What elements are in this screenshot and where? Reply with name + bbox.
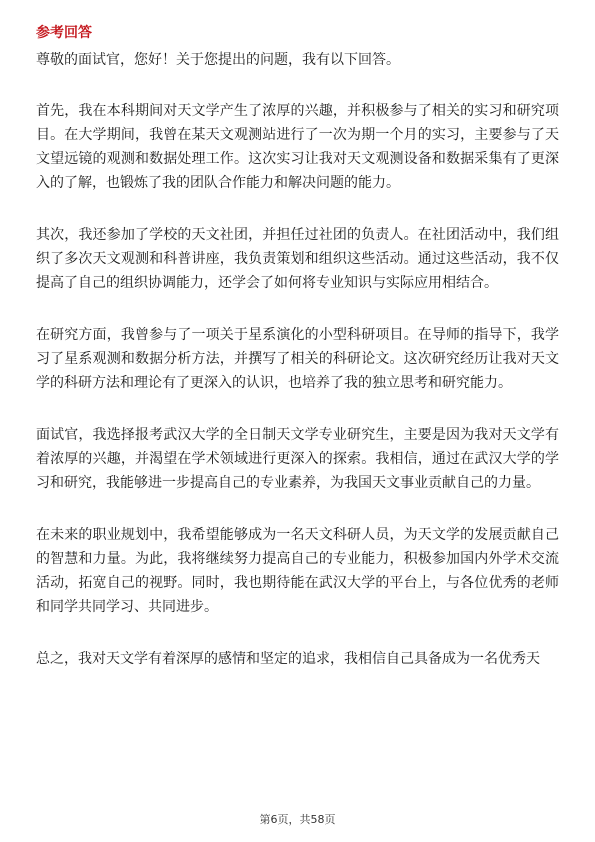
- page-number: 第6页，共58页: [259, 813, 336, 826]
- paragraph-3: 在研究方面，我曾参与了一项关于星系演化的小型科研项目。在导师的指导下，我学习了星系观测和数据分析方法，并撰写了相关的科研论文。这次研究经历让我对天文学的科研方法和理论有了更深入的认识，也培养了我的独立思考和研究能力。: [36, 327, 559, 391]
- document-body: [36, 22, 559, 671]
- paragraph-5: 在未来的职业规划中，我希望能够成为一名天文科研人员，为天文学的发展贡献自己的智慧和力量。为此，我将继续努力提高自己的专业能力，积极参加国内外学术交流活动，拓宽自己的视野。同时，我也期待能在武汉大学的平台上，与各位优秀的老师和同学共同学习、共同进步。: [36, 527, 559, 615]
- paragraph-2: 其次，我还参加了学校的天文社团，并担任过社团的负责人。在社团活动中，我们组织了多次天文观测和科普讲座，我负责策划和组织这些活动。通过这些活动，我不仅提高了自己的组织协调能力，还学会了如何将专业知识与实际应用相结合。: [36, 227, 559, 291]
- section-heading: 参考回答: [36, 25, 92, 41]
- paragraph-4: 面试官，我选择报考武汉大学的全日制天文学专业研究生，主要是因为我对天文学有着浓厚的兴趣，并渴望在学术领域进行更深入的探索。我相信，通过在武汉大学的学习和研究，我能够进一步提高自己的专业素养，为我国天文事业贡献自己的力量。: [36, 427, 559, 491]
- paragraph-6: 总之，我对天文学有着深厚的感情和坚定的追求，我相信自己具备成为一名优秀天: [36, 651, 540, 667]
- paragraph-1: 首先，我在本科期间对天文学产生了浓厚的兴趣，并积极参与了相关的实习和研究项目。在大学期间，我曾在某天文观测站进行了一次为期一个月的实习，主要参与了天文望远镜的观测和数据处理工作。这次实习让我对天文观测设备和数据采集有了更深入的了解，也锻炼了我的团队合作能力和解决问题的能力。: [36, 103, 559, 191]
- intro-paragraph: 尊敬的面试官，您好！关于您提出的问题，我有以下回答。: [36, 52, 400, 68]
